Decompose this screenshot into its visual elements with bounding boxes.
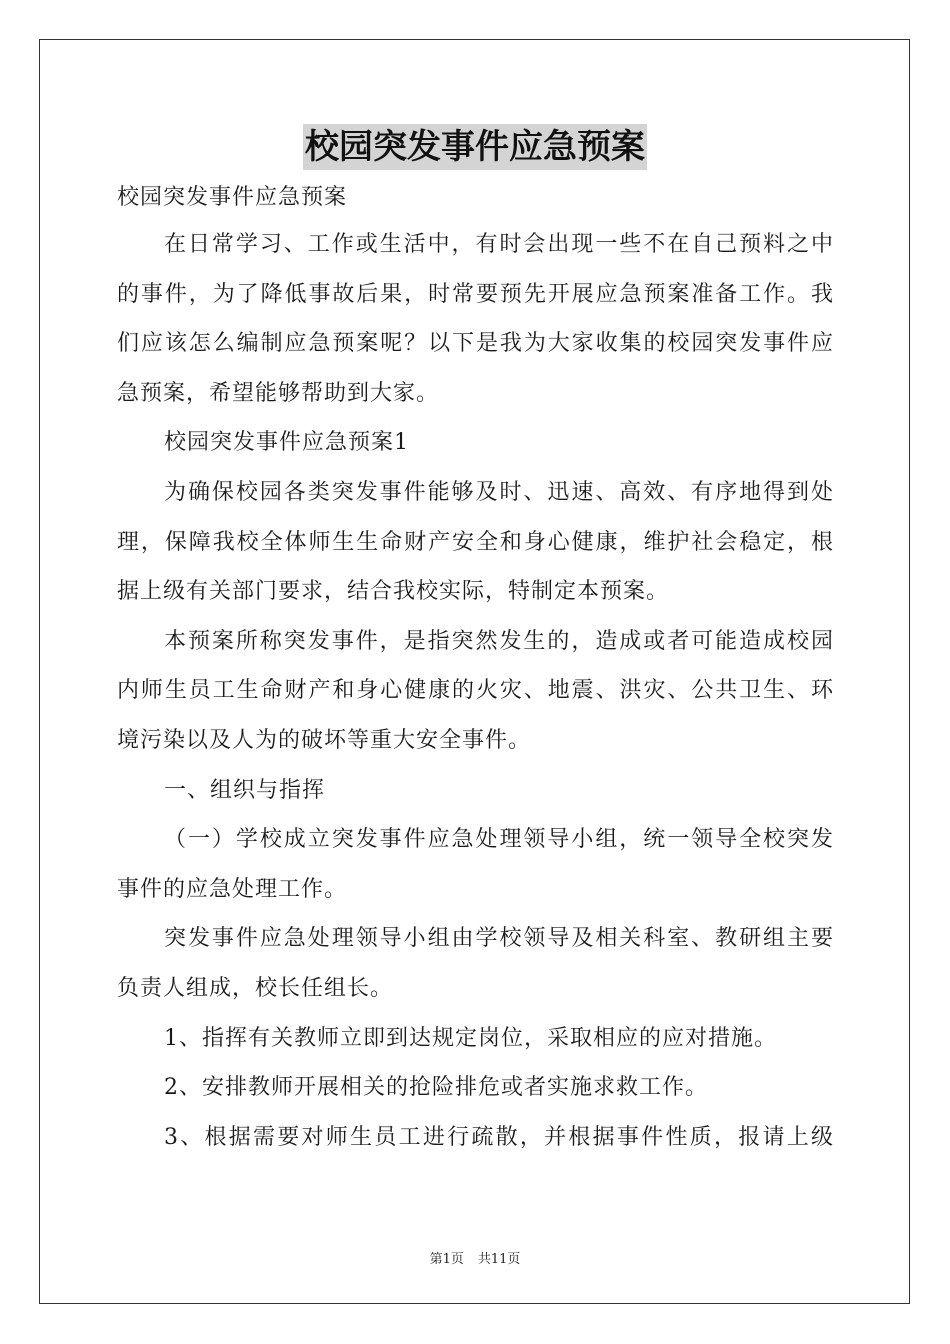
paragraph-line: 为确保校园各类突发事件能够及时、迅速、高效、有序地得到处 (164, 479, 833, 505)
list-item: 1、指挥有关教师立即到达规定岗位，采取相应的应对措施。 (164, 1025, 777, 1051)
paragraph-line: 负责人组成，校长任组长。 (117, 975, 394, 1001)
list-item: 3、根据需要对师生员工进行疏散，并根据事件性质，报请上级 (164, 1124, 833, 1150)
document-title: 校园突发事件应急预案 (303, 124, 647, 170)
section-heading: 一、组织与指挥 (164, 777, 326, 803)
section-heading: 校园突发事件应急预案1 (164, 430, 409, 456)
page-footer (0, 1248, 950, 1267)
paragraph-line: 突发事件应急处理领导小组由学校领导及相关科室、教研组主要 (164, 926, 833, 952)
page-number: 第1页 (429, 1252, 464, 1267)
paragraph-line: 的事件，为了降低事故后果，时常要预先开展应急预案准备工作。我 (117, 281, 833, 307)
paragraph-line: 据上级有关部门要求，结合我校实际，特制定本预案。 (117, 579, 670, 605)
list-item: 2、安排教师开展相关的抢险排危或者实施求救工作。 (164, 1075, 708, 1101)
paragraph-line: 理，保障我校全体师生生命财产安全和身心健康，维护社会稳定，根 (117, 529, 833, 555)
paragraph-line: 内师生员工生命财产和身心健康的火灾、地震、洪灾、公共卫生、环 (117, 678, 833, 704)
paragraph-line: 本预案所称突发事件，是指突然发生的，造成或者可能造成校园 (164, 628, 833, 654)
document-body (117, 176, 833, 1162)
paragraph-line: （一）学校成立突发事件应急处理领导小组，统一领导全校突发 (164, 827, 833, 853)
paragraph-line: 在日常学习、工作或生活中，有时会出现一些不在自己预料之中 (164, 232, 833, 257)
document-subtitle: 校园突发事件应急预案 (117, 185, 348, 210)
page-total: 共11页 (477, 1252, 521, 1267)
paragraph-line: 急预案，希望能够帮助到大家。 (117, 380, 440, 406)
title-wrap (0, 124, 950, 170)
paragraph-line: 们应该怎么编制应急预案呢？以下是我为大家收集的校园突发事件应 (117, 331, 833, 357)
paragraph-line: 境污染以及人为的破坏等重大安全事件。 (117, 727, 532, 753)
paragraph-line: 事件的应急处理工作。 (117, 876, 348, 902)
